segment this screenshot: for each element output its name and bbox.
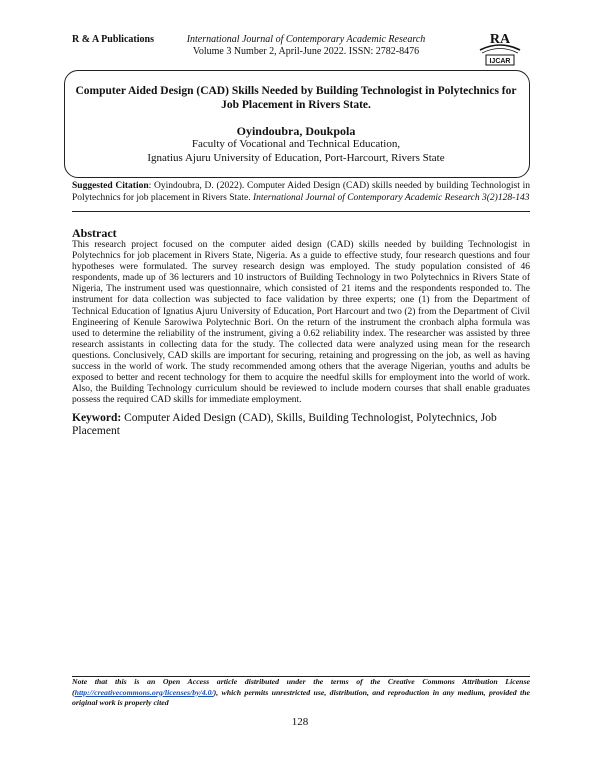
logo-text-bottom: IJCAR — [489, 58, 511, 65]
article-title: Computer Aided Design (CAD) Skills Needed by Building Technologist in Polytechnics for Job Placement in Rivers State. — [75, 85, 517, 111]
license-note-after: ), which permits unrestricted use, distribution, and reproduction in any medium, provided the original work is properly cited — [72, 687, 530, 707]
citation-label: Suggested Citation — [72, 181, 149, 191]
publisher-name: R & A Publications — [72, 34, 154, 45]
affiliation-line-1: Faculty of Vocational and Technical Education, — [191, 138, 401, 150]
keywords-label: Keyword: — [72, 412, 122, 424]
journal-logo-icon — [476, 28, 524, 68]
abstract-heading: Abstract — [72, 226, 117, 240]
citation-text: : Oyindoubra, D. (2022). Computer Aided Design (CAD) skills needed by building Technologist in Polytechnics for job placement in Rivers State. — [72, 181, 530, 203]
license-link[interactable]: http://creativecommons.org/licenses/by/4.0/ — [74, 687, 214, 697]
citation-journal-ref: International Journal of Contemporary Academic Research 3(2)128-143 — [253, 192, 530, 203]
logo-text-top: RA — [489, 32, 511, 47]
journal-volume: Volume 3 Number 2, April-June 2022. ISSN: 2782-8476 — [192, 46, 420, 57]
affiliation-line-2: Ignatius Ajuru University of Education, Port-Harcourt, Rivers State — [147, 151, 445, 164]
journal-name: International Journal of Contemporary Academic Research — [186, 34, 426, 45]
abstract-body: This research project focused on the computer aided design (CAD) skills needed by building Technologist in Polytechnics for job placement in Rivers State, Nigeria. As a guide to effective study, four research questions and four hypotheses were formulated. The survey research design was employed. The study population consisted of 46 respondents, made up of 36 lecturers and 10 instructors of Building Technology in two Polytechnics in Rivers State of Nigeria, The instrument used was questionnaire, which consisted of 21 items and the respondents responded to. The instrument for data collection was subjected to face validation by three experts; one (1) from the Department of Technical Education of Ignatius Ajuru University of Education, Port Harcourt and two (2) from the Department of Civil Engineering of Kenule Sarowiwa Polytechnic Bori. On the return of the instrument the cronbach alpha formula was used to determine the reliability of the instrument, giving a 0.62 reliability index. The researcher was assisted by three research assistants in collecting data for the study. The collected data were analyzed using mean for the research questions. Conclusively, CAD skills are important for securing, retaining and progressing on the job, as well as having success in the world of work. The study recommended among others that the average Nigerian, youths and adults be exposed to better and recent technology for them to acquire the needful skills for employment into the world of work. Also, the Building Technology curriculum should be reviewed to include modern courses that shall enable graduates possess the required CAD skills for immediate employment. — [72, 240, 530, 406]
author-name: Oyindoubra, Doukpola — [236, 124, 356, 138]
page-number: 128 — [291, 716, 309, 728]
license-note-before: Note that this is an Open Access article distributed under the terms of the Creative Commons Attribution License ( — [72, 677, 530, 697]
author-affiliation — [70, 138, 522, 165]
keywords-text: Computer Aided Design (CAD), Skills, Building Technologist, Polytechnics, Job Placement — [72, 412, 497, 437]
divider — [72, 211, 530, 212]
journal-header — [176, 34, 436, 58]
suggested-citation — [72, 181, 530, 204]
license-note — [72, 677, 530, 709]
keywords — [72, 412, 530, 438]
